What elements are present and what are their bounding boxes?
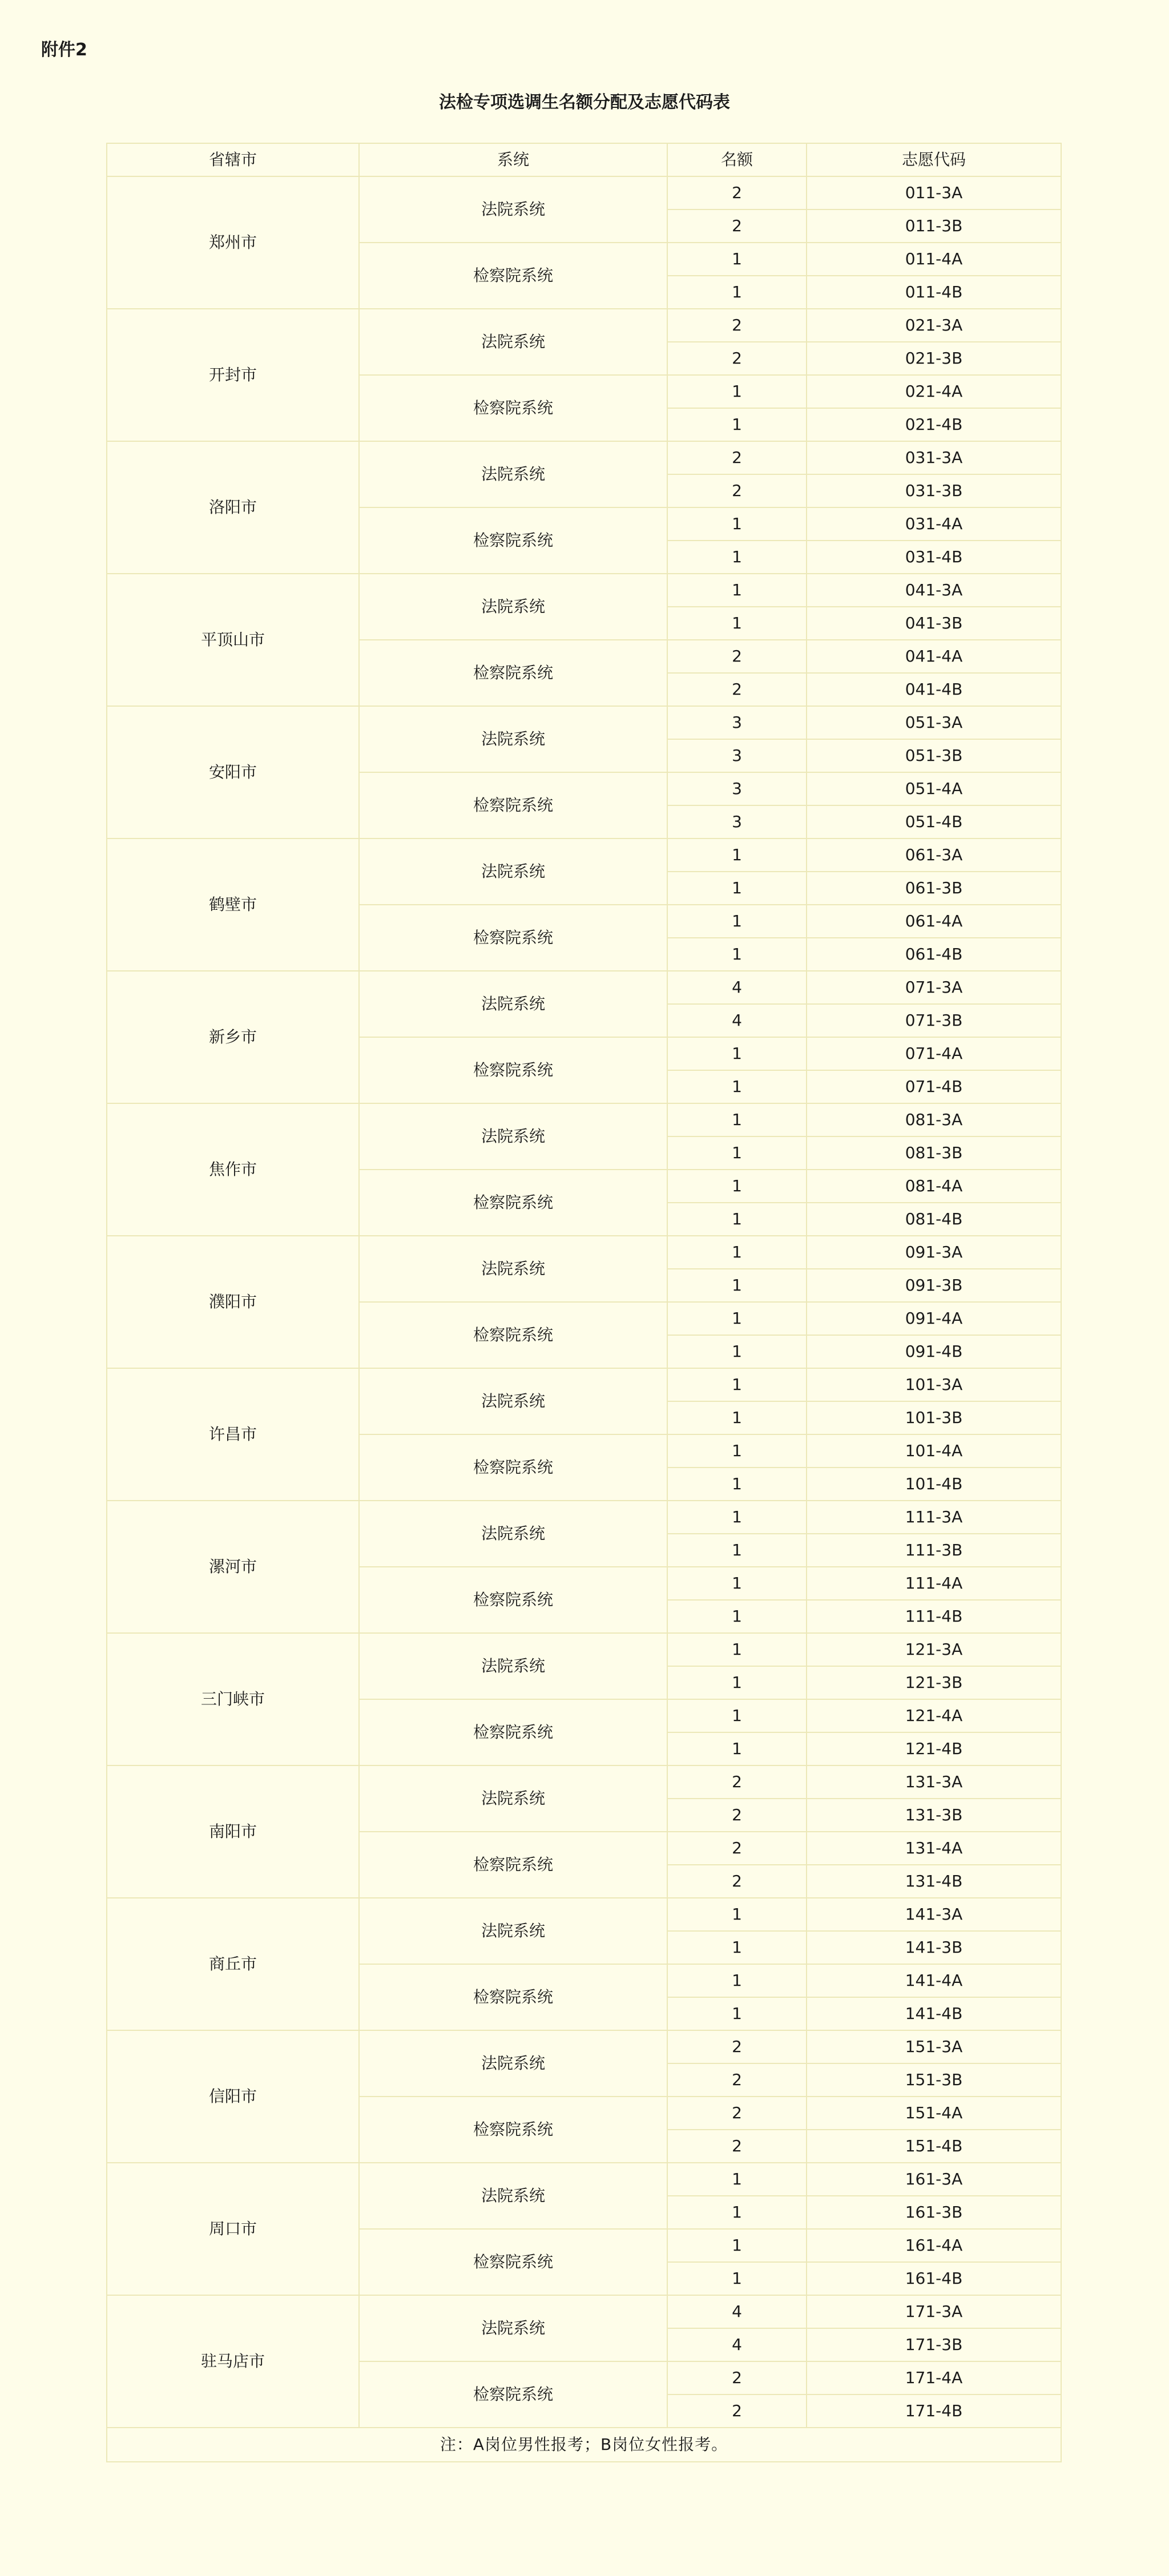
quota-cell: 1	[667, 1600, 807, 1633]
code-cell: 161-3B	[807, 2196, 1061, 2229]
code-cell: 111-4B	[807, 1600, 1061, 1633]
quota-cell: 1	[667, 541, 807, 574]
code-cell: 141-4B	[807, 1997, 1061, 2030]
table-row	[107, 176, 1061, 209]
quota-cell: 1	[667, 408, 807, 441]
quota-cell: 3	[667, 772, 807, 805]
city-cell: 安阳市	[107, 706, 359, 838]
code-cell: 131-4B	[807, 1865, 1061, 1898]
code-cell: 071-3B	[807, 1004, 1061, 1037]
city-cell: 鹤壁市	[107, 838, 359, 971]
attachment-label: 附件2	[41, 40, 87, 60]
quota-cell: 1	[667, 2262, 807, 2295]
quota-cell: 2	[667, 474, 807, 507]
city-cell: 商丘市	[107, 1898, 359, 2030]
system-cell: 检察院系统	[359, 2229, 667, 2295]
table-note: 注：A岗位男性报考；B岗位女性报考。	[107, 2428, 1061, 2462]
code-cell: 041-3A	[807, 574, 1061, 607]
code-cell: 011-3B	[807, 209, 1061, 243]
table-row	[107, 1501, 1061, 1534]
quota-table	[106, 143, 1062, 2462]
table-row	[107, 309, 1061, 342]
quota-cell: 1	[667, 905, 807, 938]
system-cell: 法院系统	[359, 971, 667, 1037]
code-cell: 031-4A	[807, 507, 1061, 541]
city-cell: 平顶山市	[107, 574, 359, 706]
code-cell: 091-4B	[807, 1335, 1061, 1368]
quota-cell: 2	[667, 1765, 807, 1799]
code-cell: 051-4A	[807, 772, 1061, 805]
code-cell: 131-4A	[807, 1832, 1061, 1865]
system-cell: 检察院系统	[359, 640, 667, 706]
system-cell: 检察院系统	[359, 1037, 667, 1103]
code-cell: 051-4B	[807, 805, 1061, 838]
code-cell: 061-3A	[807, 838, 1061, 872]
code-cell: 071-4A	[807, 1037, 1061, 1070]
quota-cell: 1	[667, 1335, 807, 1368]
system-cell: 检察院系统	[359, 1964, 667, 2030]
quota-cell: 1	[667, 1302, 807, 1335]
table-row	[107, 2163, 1061, 2196]
header-city: 省辖市	[107, 143, 359, 176]
quota-cell: 4	[667, 2295, 807, 2328]
code-cell: 171-3B	[807, 2328, 1061, 2361]
quota-cell: 1	[667, 1633, 807, 1666]
city-cell: 濮阳市	[107, 1236, 359, 1368]
system-cell: 法院系统	[359, 1236, 667, 1302]
quota-cell: 1	[667, 1434, 807, 1468]
code-cell: 151-3B	[807, 2063, 1061, 2097]
code-cell: 141-3B	[807, 1931, 1061, 1964]
code-cell: 111-3B	[807, 1534, 1061, 1567]
quota-cell: 1	[667, 1732, 807, 1765]
quota-cell: 2	[667, 1799, 807, 1832]
system-cell: 检察院系统	[359, 1699, 667, 1765]
quota-cell: 1	[667, 1699, 807, 1732]
quota-cell: 1	[667, 1070, 807, 1103]
quota-cell: 1	[667, 574, 807, 607]
system-cell: 法院系统	[359, 1633, 667, 1699]
code-cell: 031-3B	[807, 474, 1061, 507]
quota-cell: 3	[667, 706, 807, 739]
quota-cell: 1	[667, 607, 807, 640]
document-title: 法检专项选调生名额分配及志愿代码表	[439, 92, 730, 112]
code-cell: 141-3A	[807, 1898, 1061, 1931]
table-row	[107, 1103, 1061, 1136]
code-cell: 021-4A	[807, 375, 1061, 408]
code-cell: 021-3B	[807, 342, 1061, 375]
code-cell: 151-4A	[807, 2097, 1061, 2130]
code-cell: 061-4A	[807, 905, 1061, 938]
code-cell: 171-4B	[807, 2394, 1061, 2428]
city-cell: 周口市	[107, 2163, 359, 2295]
code-cell: 101-4A	[807, 1434, 1061, 1468]
table-row	[107, 1633, 1061, 1666]
code-cell: 081-4A	[807, 1170, 1061, 1203]
quota-cell: 1	[667, 2163, 807, 2196]
quota-cell: 2	[667, 176, 807, 209]
system-cell: 法院系统	[359, 2295, 667, 2361]
city-cell: 驻马店市	[107, 2295, 359, 2428]
code-cell: 151-4B	[807, 2130, 1061, 2163]
code-cell: 041-4B	[807, 673, 1061, 706]
code-cell: 151-3A	[807, 2030, 1061, 2063]
quota-cell: 2	[667, 1832, 807, 1865]
header-quota: 名额	[667, 143, 807, 176]
system-cell: 法院系统	[359, 2030, 667, 2097]
code-cell: 051-3B	[807, 739, 1061, 772]
code-cell: 121-4B	[807, 1732, 1061, 1765]
system-cell: 检察院系统	[359, 772, 667, 838]
code-cell: 021-3A	[807, 309, 1061, 342]
system-cell: 法院系统	[359, 1103, 667, 1170]
code-cell: 161-3A	[807, 2163, 1061, 2196]
quota-cell: 2	[667, 640, 807, 673]
system-cell: 检察院系统	[359, 1832, 667, 1898]
city-cell: 南阳市	[107, 1765, 359, 1898]
code-cell: 021-4B	[807, 408, 1061, 441]
quota-cell: 1	[667, 375, 807, 408]
code-cell: 061-4B	[807, 938, 1061, 971]
code-cell: 101-3B	[807, 1401, 1061, 1434]
quota-cell: 1	[667, 1236, 807, 1269]
quota-cell: 2	[667, 2130, 807, 2163]
code-cell: 081-3B	[807, 1136, 1061, 1170]
table-row	[107, 1368, 1061, 1401]
table-header-row	[107, 143, 1061, 176]
system-cell: 检察院系统	[359, 375, 667, 441]
quota-cell: 1	[667, 243, 807, 276]
quota-cell: 1	[667, 1269, 807, 1302]
table-row	[107, 1236, 1061, 1269]
quota-cell: 1	[667, 1368, 807, 1401]
system-cell: 法院系统	[359, 706, 667, 772]
system-cell: 检察院系统	[359, 1567, 667, 1633]
city-cell: 焦作市	[107, 1103, 359, 1236]
system-cell: 法院系统	[359, 2163, 667, 2229]
code-cell: 161-4A	[807, 2229, 1061, 2262]
code-cell: 031-4B	[807, 541, 1061, 574]
code-cell: 051-3A	[807, 706, 1061, 739]
system-cell: 法院系统	[359, 838, 667, 905]
code-cell: 111-3A	[807, 1501, 1061, 1534]
system-cell: 检察院系统	[359, 243, 667, 309]
quota-cell: 1	[667, 1103, 807, 1136]
table-row	[107, 2295, 1061, 2328]
city-cell: 三门峡市	[107, 1633, 359, 1765]
city-cell: 洛阳市	[107, 441, 359, 574]
system-cell: 法院系统	[359, 1765, 667, 1832]
quota-cell: 1	[667, 1997, 807, 2030]
city-cell: 信阳市	[107, 2030, 359, 2163]
quota-cell: 1	[667, 838, 807, 872]
system-cell: 检察院系统	[359, 905, 667, 971]
quota-cell: 2	[667, 1865, 807, 1898]
system-cell: 法院系统	[359, 574, 667, 640]
system-cell: 检察院系统	[359, 507, 667, 574]
city-cell: 许昌市	[107, 1368, 359, 1501]
system-cell: 法院系统	[359, 1898, 667, 1964]
table-row	[107, 706, 1061, 739]
code-cell: 161-4B	[807, 2262, 1061, 2295]
table-row	[107, 1765, 1061, 1799]
quota-cell: 1	[667, 276, 807, 309]
table-row	[107, 971, 1061, 1004]
table-row	[107, 1898, 1061, 1931]
quota-cell: 1	[667, 938, 807, 971]
system-cell: 检察院系统	[359, 1302, 667, 1368]
quota-cell: 1	[667, 1898, 807, 1931]
code-cell: 011-4B	[807, 276, 1061, 309]
header-system: 系统	[359, 143, 667, 176]
city-cell: 开封市	[107, 309, 359, 441]
system-cell: 法院系统	[359, 1368, 667, 1434]
table-row	[107, 838, 1061, 872]
quota-cell: 4	[667, 1004, 807, 1037]
city-cell: 漯河市	[107, 1501, 359, 1633]
table-body	[107, 176, 1061, 2428]
quota-cell: 3	[667, 739, 807, 772]
quota-cell: 2	[667, 2030, 807, 2063]
code-cell: 041-3B	[807, 607, 1061, 640]
header-code: 志愿代码	[807, 143, 1061, 176]
city-cell: 新乡市	[107, 971, 359, 1103]
quota-cell: 2	[667, 2394, 807, 2428]
quota-cell: 1	[667, 1468, 807, 1501]
quota-cell: 2	[667, 309, 807, 342]
code-cell: 171-3A	[807, 2295, 1061, 2328]
quota-cell: 1	[667, 1666, 807, 1699]
code-cell: 121-4A	[807, 1699, 1061, 1732]
code-cell: 091-3B	[807, 1269, 1061, 1302]
code-cell: 071-4B	[807, 1070, 1061, 1103]
city-cell: 郑州市	[107, 176, 359, 309]
system-cell: 检察院系统	[359, 2097, 667, 2163]
table-row	[107, 2030, 1061, 2063]
system-cell: 检察院系统	[359, 1170, 667, 1236]
code-cell: 011-3A	[807, 176, 1061, 209]
system-cell: 检察院系统	[359, 1434, 667, 1501]
quota-cell: 3	[667, 805, 807, 838]
code-cell: 011-4A	[807, 243, 1061, 276]
quota-cell: 4	[667, 2328, 807, 2361]
quota-cell: 1	[667, 507, 807, 541]
code-cell: 091-3A	[807, 1236, 1061, 1269]
quota-cell: 1	[667, 1401, 807, 1434]
system-cell: 法院系统	[359, 309, 667, 375]
note-row	[107, 2428, 1061, 2462]
quota-cell: 2	[667, 2063, 807, 2097]
table-row	[107, 441, 1061, 474]
code-cell: 171-4A	[807, 2361, 1061, 2394]
quota-cell: 2	[667, 209, 807, 243]
code-cell: 101-4B	[807, 1468, 1061, 1501]
code-cell: 101-3A	[807, 1368, 1061, 1401]
code-cell: 041-4A	[807, 640, 1061, 673]
code-cell: 111-4A	[807, 1567, 1061, 1600]
quota-cell: 1	[667, 2196, 807, 2229]
system-cell: 检察院系统	[359, 2361, 667, 2428]
code-cell: 141-4A	[807, 1964, 1061, 1997]
code-cell: 131-3B	[807, 1799, 1061, 1832]
quota-cell: 4	[667, 971, 807, 1004]
table-row	[107, 574, 1061, 607]
quota-cell: 1	[667, 1136, 807, 1170]
system-cell: 法院系统	[359, 1501, 667, 1567]
system-cell: 法院系统	[359, 441, 667, 507]
quota-cell: 1	[667, 1964, 807, 1997]
code-cell: 121-3B	[807, 1666, 1061, 1699]
quota-cell: 1	[667, 1534, 807, 1567]
quota-cell: 2	[667, 441, 807, 474]
quota-cell: 1	[667, 2229, 807, 2262]
code-cell: 091-4A	[807, 1302, 1061, 1335]
quota-cell: 1	[667, 1931, 807, 1964]
quota-cell: 2	[667, 673, 807, 706]
code-cell: 031-3A	[807, 441, 1061, 474]
code-cell: 081-4B	[807, 1203, 1061, 1236]
code-cell: 131-3A	[807, 1765, 1061, 1799]
quota-cell: 1	[667, 1567, 807, 1600]
quota-cell: 1	[667, 1203, 807, 1236]
quota-cell: 1	[667, 872, 807, 905]
system-cell: 法院系统	[359, 176, 667, 243]
quota-cell: 1	[667, 1037, 807, 1070]
quota-cell: 2	[667, 342, 807, 375]
quota-cell: 1	[667, 1501, 807, 1534]
quota-cell: 2	[667, 2361, 807, 2394]
code-cell: 071-3A	[807, 971, 1061, 1004]
code-cell: 061-3B	[807, 872, 1061, 905]
code-cell: 081-3A	[807, 1103, 1061, 1136]
code-cell: 121-3A	[807, 1633, 1061, 1666]
quota-cell: 2	[667, 2097, 807, 2130]
quota-cell: 1	[667, 1170, 807, 1203]
